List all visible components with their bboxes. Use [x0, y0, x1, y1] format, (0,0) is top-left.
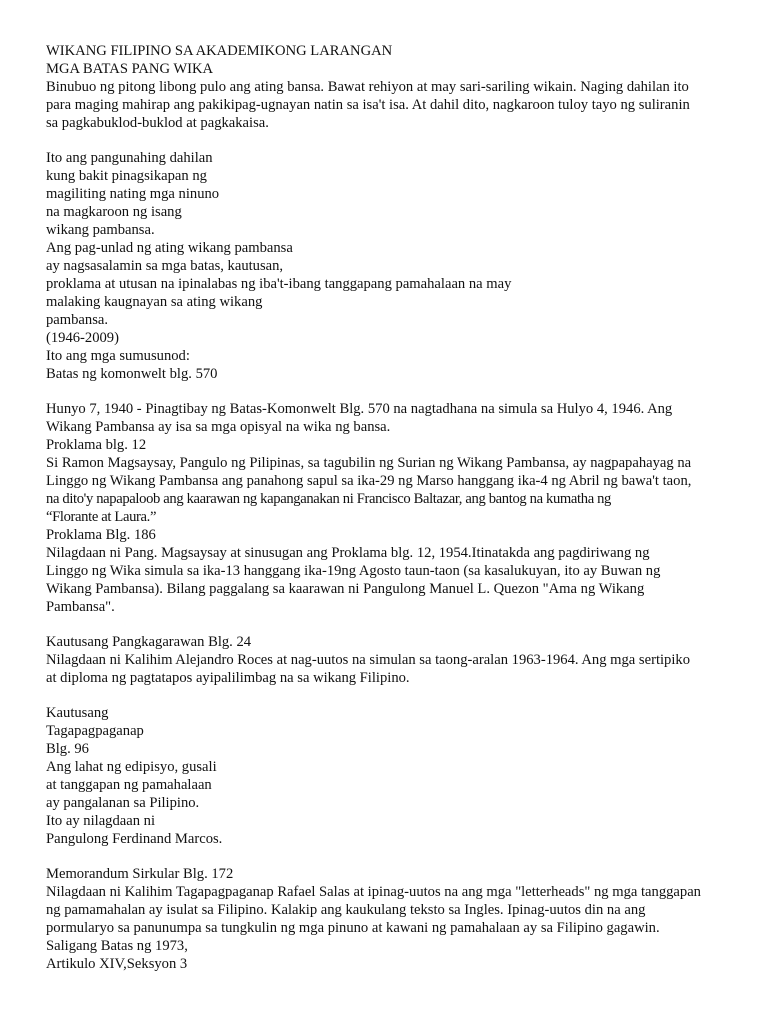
intro-line: para maging mahirap ang pakikipag-ugnayan natin sa isa't isa. At dahil dito, nagkaroon tuloy tayo ng suliranin: [46, 97, 690, 113]
batas-570-section: [46, 400, 736, 616]
section-line: Ito ay nilagdaan ni: [46, 813, 156, 829]
section-line: Si Ramon Magsaysay, Pangulo ng Pilipinas, sa tagubilin ng Surian ng Wikang Pambansa, ay nagpapahayag na: [46, 455, 692, 471]
section-line: at tanggapan ng pamahalaan: [46, 777, 212, 793]
section-line: Linggo ng Wika simula sa ika-13 hanggang ika-19ng Agosto taun-taon (sa kasalukuyan, ito ay Buwan ng: [46, 563, 661, 579]
section-line: Hunyo 7, 1940 - Pinagtibay ng Batas-Komonwelt Blg. 570 na nagtadhana na simula sa Hulyo 4, 1946. Ang: [46, 401, 673, 417]
section-line: Nilagdaan ni Kalihim Tagapagpaganap Rafael Salas at ipinag-uutos na ang mga "letterheads" ng mga tanggapan: [46, 884, 701, 900]
reason-line: Batas ng komonwelt blg. 570: [46, 366, 218, 382]
section-heading: Blg. 96: [46, 741, 89, 757]
document-title: WIKANG FILIPINO SA AKADEMIKONG LARANGAN: [46, 43, 393, 59]
reason-line: proklama at utusan na ipinalabas ng iba't-ibang tanggapang pamahalaan na may: [46, 276, 512, 292]
reason-line: magiliting nating mga ninuno: [46, 186, 220, 202]
reason-line: Ito ang pangunahing dahilan: [46, 150, 213, 166]
intro-line: sa pagkabuklod-buklod at pagkakaisa.: [46, 115, 269, 131]
kautusan-96-section: [46, 704, 736, 848]
section-line: Nilagdaan ni Pang. Magsaysay at sinusugan ang Proklama blg. 12, 1954.Itinatakda ang pagdiriwang ng: [46, 545, 650, 561]
section-heading: Memorandum Sirkular Blg. 172: [46, 866, 234, 882]
section-heading: Tagapagpaganap: [46, 723, 144, 739]
section-line: ng pamamahalan ay isulat sa Filipino. Kalakip ang kaukulang teksto sa Ingles. Ipinag-uutos din na ang: [46, 902, 646, 918]
reason-line: kung bakit pinagsikapan ng: [46, 168, 207, 184]
kautusan-24-section: [46, 633, 736, 687]
section-line: Wikang Pambansa). Bilang paggalang sa kaarawan ni Pangulong Manuel L. Quezon "Ama ng Wikang: [46, 581, 645, 597]
section-heading: Proklama Blg. 186: [46, 527, 156, 543]
reason-line: na magkaroon ng isang: [46, 204, 182, 220]
section-line: Pambansa".: [46, 599, 115, 615]
reason-line: wikang pambansa.: [46, 222, 155, 238]
section-line: Wikang Pambansa ay isa sa mga opisyal na wika ng bansa.: [46, 419, 391, 435]
reason-line: (1946-2009): [46, 330, 119, 346]
section-heading: Kautusang Pangkagarawan Blg. 24: [46, 634, 252, 650]
section-line: Ang lahat ng edipisyo, gusali: [46, 759, 217, 775]
section-line: Pangulong Ferdinand Marcos.: [46, 831, 223, 847]
section-line: Nilagdaan ni Kalihim Alejandro Roces at nag-uutos na simulan sa taong-aralan 1963-1964. Ang mga sertipiko: [46, 652, 691, 668]
document-subtitle: MGA BATAS PANG WIKA: [46, 61, 214, 77]
section-heading: Proklama blg. 12: [46, 437, 147, 453]
intro-paragraph: [46, 78, 736, 132]
reason-line: ay nagsasalamin sa mga batas, kautusan,: [46, 258, 284, 274]
reason-line: malaking kaugnayan sa ating wikang: [46, 294, 263, 310]
section-line: Linggo ng Wikang Pambansa ang panahong sapul sa ika-29 ng Marso hanggang ika-4 ng Abril ng bawa't taon,: [46, 473, 692, 489]
section-heading: Saligang Batas ng 1973,: [46, 938, 188, 954]
intro-line: Binubuo ng pitong libong pulo ang ating bansa. Bawat rehiyon at may sari-sariling wikain. Naging dahilan ito: [46, 79, 689, 95]
section-heading: Kautusang: [46, 705, 109, 721]
reason-line: Ito ang mga sumusunod:: [46, 348, 190, 364]
section-line: “Florante at Laura.”: [46, 509, 157, 525]
section-heading: Artikulo XIV,Seksyon 3: [46, 956, 188, 972]
section-line: pormularyo sa panunumpa sa tungkulin ng mga pinuno at kawani ng pamahalaan ay sa Filipino gagawin.: [46, 920, 660, 936]
reason-line: pambansa.: [46, 312, 109, 328]
document-page: [46, 42, 736, 973]
section-line: at diploma ng pagtatapos ayipalilimbag na sa wikang Filipino.: [46, 670, 410, 686]
reason-paragraph: [46, 149, 736, 383]
section-line: ay pangalanan sa Pilipino.: [46, 795, 200, 811]
memorandum-172-section: [46, 865, 736, 973]
section-line: na dito'y napapaloob ang kaarawan ng kapanganakan ni Francisco Baltazar, ang bantog na kumatha ng: [46, 491, 612, 507]
reason-line: Ang pag-unlad ng ating wikang pambansa: [46, 240, 293, 256]
